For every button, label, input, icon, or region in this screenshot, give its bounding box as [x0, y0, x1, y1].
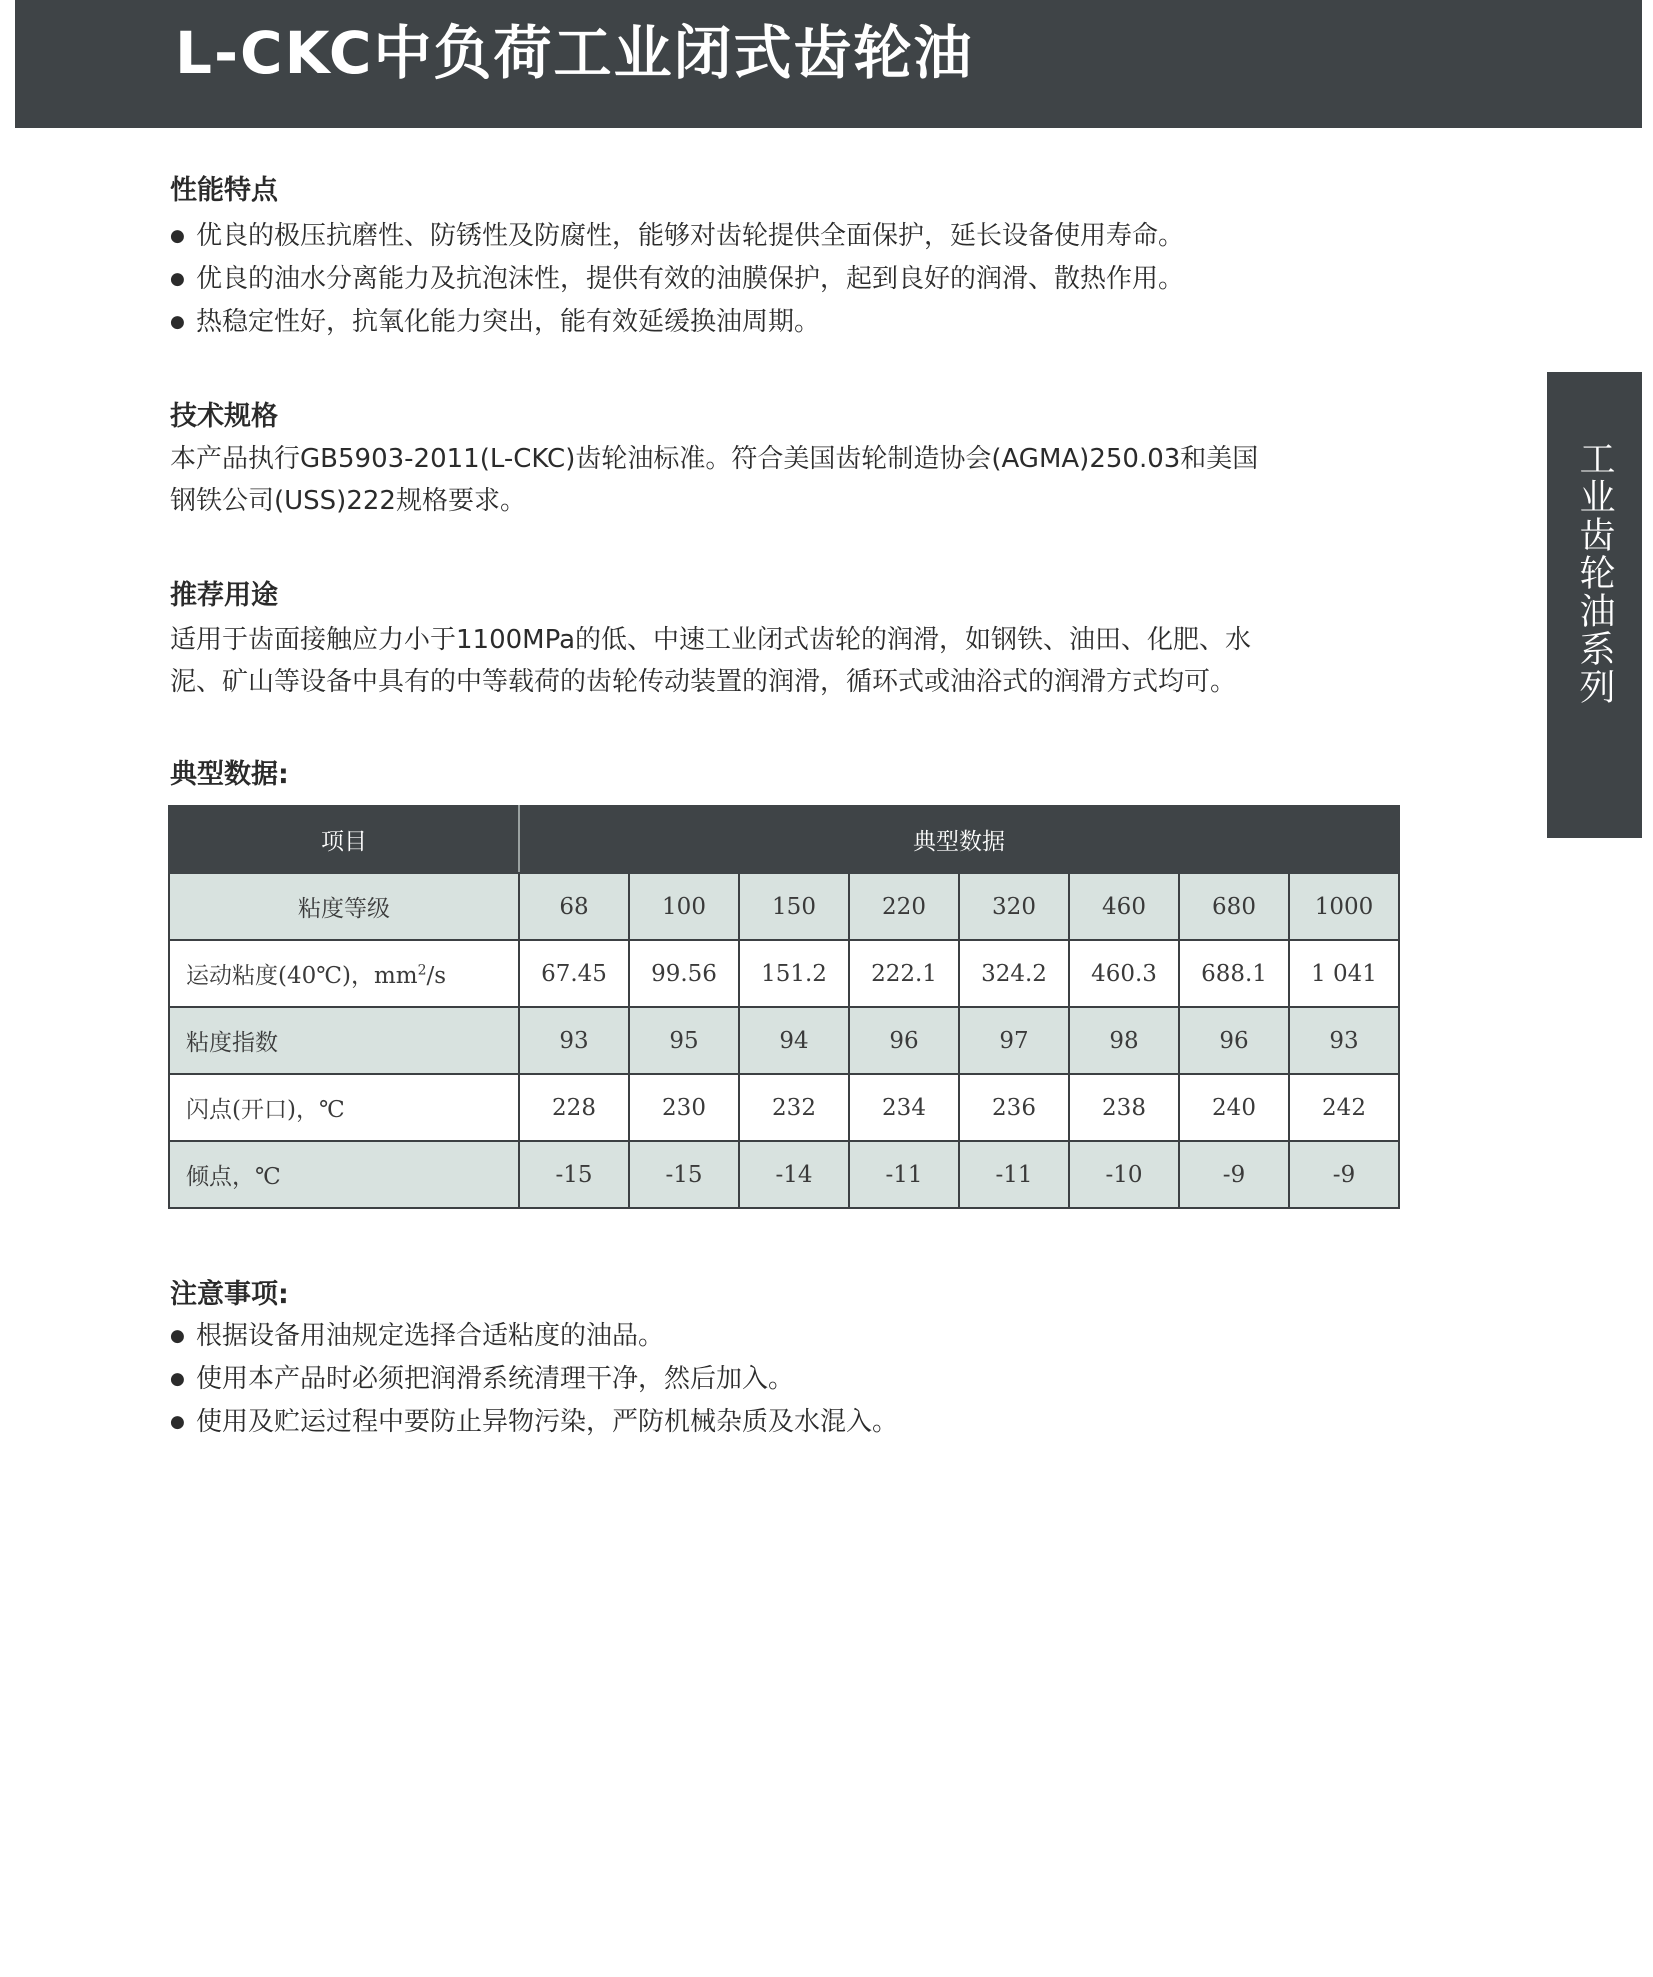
list-item: ● 热稳定性好，抗氧化能力突出，能有效延缓换油周期。 [170, 301, 1184, 344]
table-cell: -11 [849, 1141, 959, 1208]
side-tab [1547, 372, 1642, 838]
table-row [169, 1007, 1399, 1074]
table-cell: 320 [959, 873, 1069, 940]
table-cell: 99.56 [629, 940, 739, 1007]
table-cell: 96 [1179, 1007, 1289, 1074]
list-item: ● 优良的极压抗磨性、防锈性及防腐性，能够对齿轮提供全面保护，延长设备使用寿命。 [170, 215, 1184, 258]
row-label: 闪点(开口)，℃ [169, 1074, 519, 1141]
table-cell: 97 [959, 1007, 1069, 1074]
row-label: 运动粘度(40℃)，$mm^2/s$ [169, 940, 519, 1007]
table-cell: -11 [959, 1141, 1069, 1208]
table-cell: 688.1 [1179, 940, 1289, 1007]
bullet-icon: ● [170, 269, 185, 289]
specs-heading: 技术规格 [170, 401, 278, 432]
specs-paragraph [170, 438, 1420, 522]
specs-line: 本产品执行GB5903-2011(L-CKC)齿轮油标准。符合美国齿轮制造协会(AGMA)250.03和美国 [170, 444, 1259, 474]
usage-paragraph [170, 619, 1420, 703]
table-cell: 460 [1069, 873, 1179, 940]
table-cell: 98 [1069, 1007, 1179, 1074]
table-cell: 100 [629, 873, 739, 940]
table-cell: -15 [519, 1141, 629, 1208]
bullet-icon: ● [170, 1326, 185, 1346]
table-cell: 220 [849, 873, 959, 940]
table-row [169, 1074, 1399, 1141]
table-cell: 230 [629, 1074, 739, 1141]
features-list [170, 215, 1184, 344]
usage-line: 适用于齿面接触应力小于1100MPa的低、中速工业闭式齿轮的润滑，如钢铁、油田、化肥、水 [170, 625, 1252, 655]
header-data: 典型数据 [519, 806, 1399, 873]
table-cell: -15 [629, 1141, 739, 1208]
notes-list [170, 1315, 898, 1444]
table-cell: -9 [1179, 1141, 1289, 1208]
table-cell: -9 [1289, 1141, 1399, 1208]
table-header-row [169, 806, 1399, 873]
table-cell: 151.2 [739, 940, 849, 1007]
page-title: L-CKC中负荷工业闭式齿轮油 [175, 19, 974, 87]
table-cell: 1000 [1289, 873, 1399, 940]
table-row [169, 1141, 1399, 1208]
list-item: ● 根据设备用油规定选择合适粘度的油品。 [170, 1315, 898, 1358]
table-cell: 94 [739, 1007, 849, 1074]
table-cell: 93 [519, 1007, 629, 1074]
bullet-icon: ● [170, 1369, 185, 1389]
table-cell: 236 [959, 1074, 1069, 1141]
table-cell: 228 [519, 1074, 629, 1141]
table-cell: 238 [1069, 1074, 1179, 1141]
features-heading: 性能特点 [170, 175, 278, 206]
row-label: 倾点，℃ [169, 1141, 519, 1208]
typical-heading: 典型数据: [170, 759, 289, 790]
table-cell: 95 [629, 1007, 739, 1074]
table-cell: -10 [1069, 1141, 1179, 1208]
specs-line: 钢铁公司(USS)222规格要求。 [170, 486, 526, 516]
table-cell: -14 [739, 1141, 849, 1208]
table-cell: 1 041 [1289, 940, 1399, 1007]
table-cell: 222.1 [849, 940, 959, 1007]
bullet-icon: ● [170, 312, 185, 332]
table-cell: 93 [1289, 1007, 1399, 1074]
table-cell: 324.2 [959, 940, 1069, 1007]
bullet-icon: ● [170, 1412, 185, 1432]
list-item: ● 优良的油水分离能力及抗泡沫性，提供有效的油膜保护，起到良好的润滑、散热作用。 [170, 258, 1184, 301]
list-item: ● 使用及贮运过程中要防止异物污染，严防机械杂质及水混入。 [170, 1401, 898, 1444]
header-item: 项目 [169, 806, 519, 873]
title-bar [15, 0, 1642, 128]
table-cell: 67.45 [519, 940, 629, 1007]
table-cell: 234 [849, 1074, 959, 1141]
table-row [169, 873, 1399, 940]
bullet-icon: ● [170, 226, 185, 246]
usage-line: 泥、矿山等设备中具有的中等载荷的齿轮传动装置的润滑，循环式或油浴式的润滑方式均可。 [170, 667, 1237, 697]
table-cell: 96 [849, 1007, 959, 1074]
table-cell: 150 [739, 873, 849, 940]
table-cell: 460.3 [1069, 940, 1179, 1007]
side-tab-label: 工业齿轮油系列 [1574, 440, 1615, 706]
typical-data-table [168, 805, 1400, 1209]
list-item: ● 使用本产品时必须把润滑系统清理干净，然后加入。 [170, 1358, 898, 1401]
table-row [169, 940, 1399, 1007]
table-cell: 242 [1289, 1074, 1399, 1141]
row-label: 粘度等级 [169, 873, 519, 940]
table-cell: 68 [519, 873, 629, 940]
notes-heading: 注意事项: [170, 1279, 289, 1310]
table-cell: 232 [739, 1074, 849, 1141]
table-cell: 680 [1179, 873, 1289, 940]
row-label: 粘度指数 [169, 1007, 519, 1074]
table-cell: 240 [1179, 1074, 1289, 1141]
usage-heading: 推荐用途 [170, 580, 278, 611]
